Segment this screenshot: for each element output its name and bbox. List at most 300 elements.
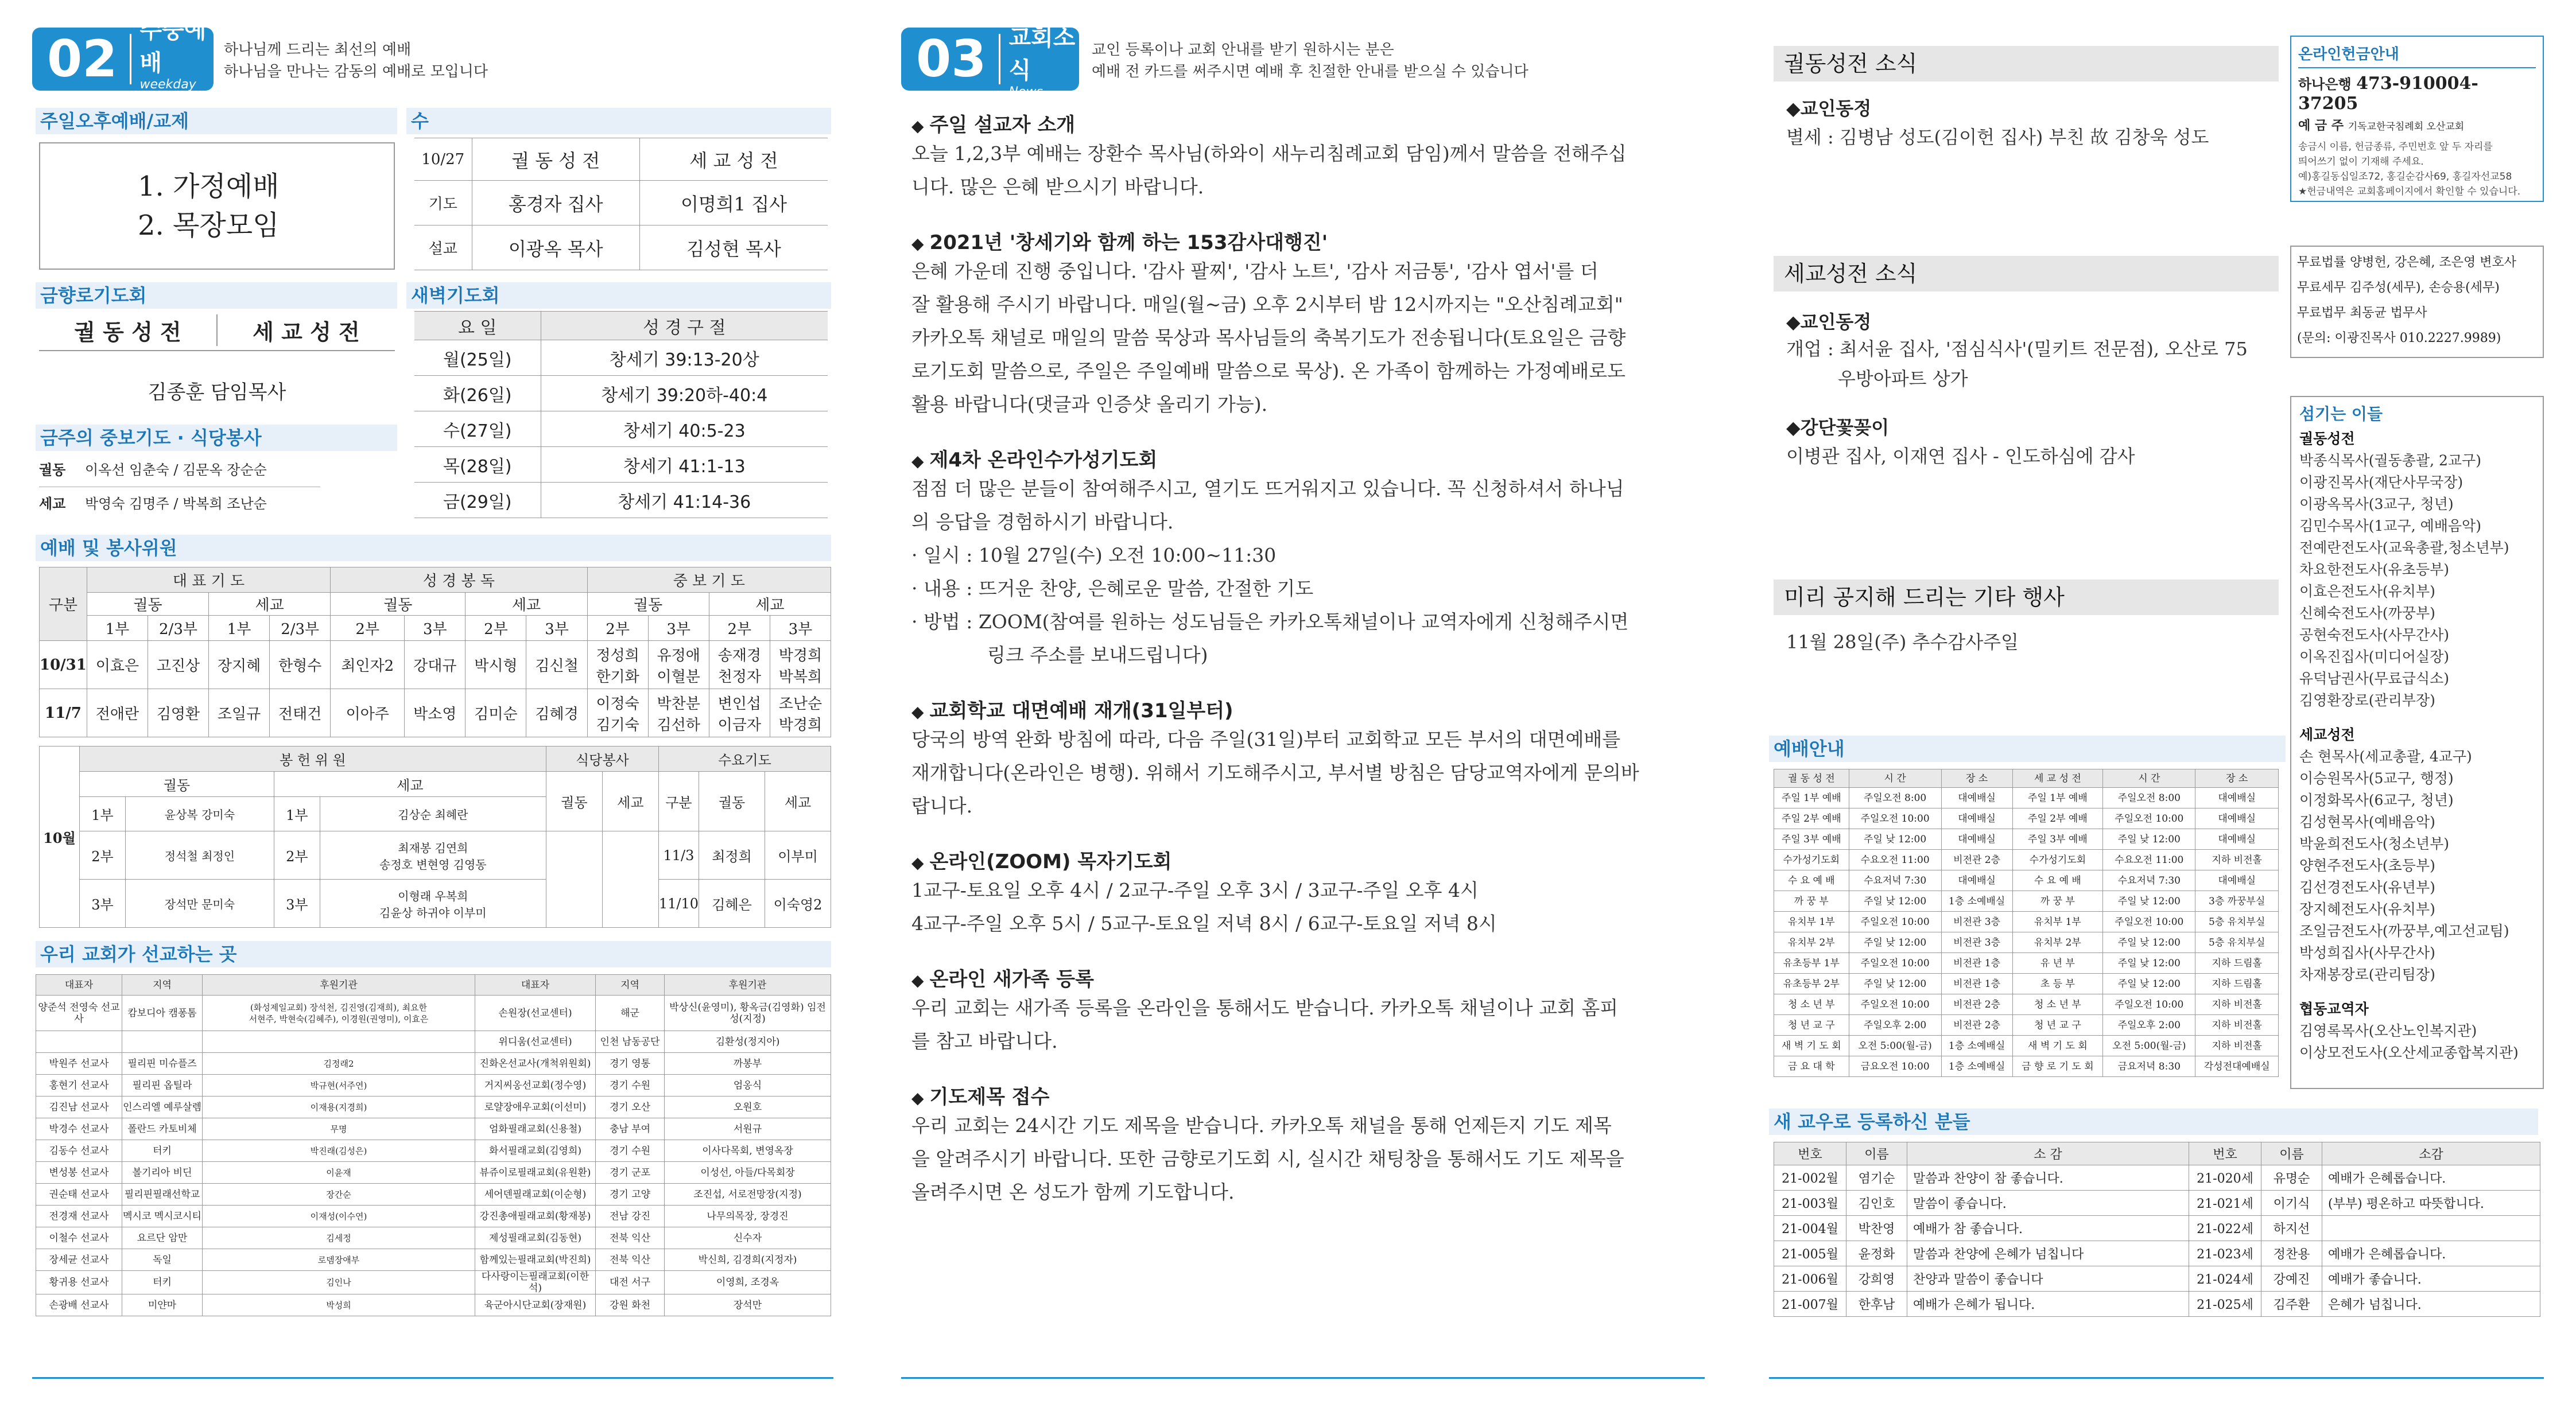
news-line: 올려주시면 온 성도가 함께 기도합니다.	[911, 1181, 1235, 1203]
table-cell: 대예배실	[1941, 808, 2012, 829]
newcomers-table: 번호 이름 소 감 번호 이름 소감 21-002월 염기순 말씀과 찬양이 참 좋습니다. 21-020세 유명순 예배가 은혜롭습니다. 21-003월 김인호 말씀이 좋습니다. 21-021세 이기식 (부부) 평온하고 따뜻합니다. 21-004월 박찬영 예배가 참 좋습니다. 21-022세 하지선 21-005월 윤정화 말씀과 찬양에 은혜가 넘칩니다 21-023세 정찬용 예배가 은혜롭습니다. 21-006월 강희영 찬양과 말씀이 좋습니다 21-024세 강예진 예배가 좋습니다. 21-007월 한후남 예배가 은혜가 됩니다. 21-025세 김주환 은혜가 넘칩니다.	[1774, 1142, 2540, 1317]
table-cell: 수요오전 11:00	[2103, 850, 2195, 870]
server-name: 이승원목사(5교구, 행정)	[2299, 770, 2454, 787]
table-cell: 경기 고양	[596, 1184, 665, 1206]
table-row	[1774, 1216, 2540, 1241]
table-cell: 찬양과 말씀이 좋습니다	[1907, 1266, 2189, 1292]
server-name: 양현주전도사(초등부)	[2299, 857, 2435, 874]
table-cell: 유초등부 2부	[1774, 974, 1849, 994]
table-cell: 21-005월	[1774, 1241, 1846, 1266]
table-cell: 지하 비전홀	[2195, 1015, 2279, 1036]
table-cell: 조진섭, 서로전망장(지정)	[665, 1184, 831, 1206]
table-cell: 대예배실	[1941, 870, 2012, 891]
table-cell: 멕시코 멕시코시티	[122, 1206, 203, 1227]
table-cell: 나무의목장, 장경진	[665, 1206, 831, 1227]
server-name: 유덕남권사(무료급식소)	[2299, 670, 2450, 687]
table-cell: 주일 낮 12:00	[2103, 974, 2195, 994]
missions-header: 우리 교회가 선교하는 곳	[36, 941, 831, 967]
server-name: 김영환장로(관리부장)	[2299, 692, 2435, 709]
table-cell: 5층 유치부실	[2195, 912, 2279, 932]
table-cell: 주일 낮 12:00	[2103, 829, 2195, 850]
table-cell: 다사랑이는필래교회(이한석)	[475, 1271, 596, 1294]
table-row	[1774, 829, 2279, 850]
table-cell: 이철수 선교사	[36, 1227, 122, 1249]
table-cell: 염기순	[1846, 1165, 1907, 1191]
server-name: 차재봉장로(관리팀장)	[2299, 966, 2435, 983]
table-cell: 주일오전 10:00	[2103, 912, 2195, 932]
table-cell: 금요저녁 8:30	[2103, 1056, 2195, 1077]
events-header: 미리 공지해 드리는 기타 행사	[1774, 580, 2279, 615]
table-cell: 수 요 예 배	[2012, 870, 2103, 891]
table-row	[1774, 1241, 2540, 1266]
table-cell: 무명	[203, 1118, 475, 1140]
news-title: ◆ 온라인(ZOOM) 목자기도회	[911, 850, 1172, 873]
table-row	[36, 1140, 831, 1162]
table-cell: 경기 수원	[596, 1140, 665, 1162]
table-row	[1774, 1165, 2540, 1191]
table-row	[36, 1031, 831, 1053]
table-cell: 주일 3부 예배	[2012, 829, 2103, 850]
sunday-pm-header: 주일오후예배/교제	[36, 108, 397, 134]
table-cell: 박신희, 김경희(지정자)	[665, 1249, 831, 1271]
table-cell: 비전관 2층	[1941, 850, 2012, 870]
worship-guide-table: 궐 동 성 전 시 간 장 소 세 교 성 전 시 간 장 소 주일 1부 예배 주일오전 8:00 대예배실 주일 1부 예배 주일오전 8:00 대예배실 주일 2부 예배 주일오전 10:00 대예배실 주일 2부 예배 주일오전 10:00 대예배실 주일 3부 예배 주일 낮 12:00 대예배실 주일 3부 예배 주일 낮 12:00 대예배실 수가성기도회 수요오전 11:00 비전관 2층 수가성기도회 수요오전 11:00 지하 비전홀 수 요 예 배 수요저녁 7:30 대예배실 수 요 예 배 수요저녁 7:30 대예배실 까 꿍 부 주일 낮 12:00 1층 소예배실 까 꿍 부 주일 낮 12:00 3층 까꿍부실 유치부 1부 주일오전 10:00 비전관 3층 유치부 1부 주일오전 10:00 5층 유치부실 유치부 2부 주일 낮 12:00 비전관 3층 유치부 2부 주일 낮 12:00 5층 유치부실 유초등부 1부 주일오전 10:00 비전관 1층 유 년 부 주일 낮 12:00 지하 드림홀 유초등부 2부 주일 낮 12:00 비전관 1층 초 등 부 주일 낮 12:00 지하 드림홀 청 소 년 부 주일오전 10:00 비전관 2층 청 소 년 부 주일오전 10:00 지하 비전홀 청 년 교 구 주일오후 2:00 비전관 2층 청 년 교 구 주일오후 2:00 지하 비전홀 새 벽 기 도 회 오전 5:00(월-금) 1층 소예배실 새 벽 기 도 회 오전 5:00(월-금) 지하 비전홀 금 요 대 학 금요오전 10:00 1층 소예배실 금 향 로 기 도 회 금요저녁 8:30 각성전대예배실	[1774, 769, 2279, 1077]
table-cell: 말씀과 찬양이 참 좋습니다.	[1907, 1165, 2189, 1191]
table-cell: 권순태 선교사	[36, 1184, 122, 1206]
table-cell: 청 소 년 부	[1774, 994, 1849, 1015]
table-cell: 21-007월	[1774, 1292, 1846, 1317]
table-cell: 5층 유치부실	[2195, 932, 2279, 953]
wednesday-header: 수	[406, 108, 831, 134]
table-row	[36, 1206, 831, 1227]
bottom-rule-middle	[901, 1377, 1705, 1379]
server-name: 손 현목사(세교총괄, 4교구)	[2299, 748, 2472, 765]
missions-body	[36, 996, 831, 1316]
table-cell: 로얄장애우교회(이선미)	[475, 1097, 596, 1118]
server-name: 조일금전도사(까꿍부,예고선교팀)	[2299, 923, 2509, 939]
table-cell: (부부) 평온하고 따뜻합니다.	[2322, 1191, 2540, 1216]
table-cell: 예배가 참 좋습니다.	[1907, 1216, 2189, 1241]
table-row	[1774, 870, 2279, 891]
server-group-title: 궐동성전	[2299, 430, 2355, 447]
news-line: 랍니다.	[911, 795, 973, 817]
table-cell: 대예배실	[2195, 808, 2279, 829]
table-cell: 인스리엘 예루살렘	[122, 1097, 203, 1118]
servants-header: 예배 및 봉사위원	[36, 535, 831, 561]
table-cell: 예배가 은혜가 됩니다.	[1907, 1292, 2189, 1317]
table-cell: 충남 부여	[596, 1118, 665, 1140]
table-cell: 이성선, 아들/다목회장	[665, 1162, 831, 1184]
newcomers-header: 새 교우로 등록하신 분들	[1769, 1109, 2538, 1135]
table-cell: 주일오전 10:00	[2103, 808, 2195, 829]
table-cell: 독일	[122, 1249, 203, 1271]
table-cell: 유명순	[2261, 1165, 2322, 1191]
table-cell: 박성희	[203, 1294, 475, 1316]
table-cell: 미얀마	[122, 1294, 203, 1316]
news-title: ◆ 2021년 '창세기와 함께 하는 153감사대행진'	[911, 231, 1328, 254]
table-cell: 오전 5:00(월-금)	[2103, 1036, 2195, 1056]
table-cell: 정찬용	[2261, 1241, 2322, 1266]
table-cell: 21-004월	[1774, 1216, 1846, 1241]
table-cell: 각성전대예배실	[2195, 1056, 2279, 1077]
table-cell: 주일 1부 예배	[1774, 788, 1849, 808]
news-line: 링크 주소를 보내드립니다)	[911, 644, 1208, 666]
table-cell: 장세균 선교사	[36, 1249, 122, 1271]
table-cell: 육군아시단교회(장재원)	[475, 1294, 596, 1316]
table-cell: 필리핀 옵틸라	[122, 1075, 203, 1097]
table-cell: 이기식	[2261, 1191, 2322, 1216]
prayer-meal-box: 궐동 이옥선 임춘숙 / 김문옥 장순순 세교 박영숙 김명주 / 박복희 조난순	[39, 453, 320, 520]
section-title-en: weekday worship	[139, 77, 196, 106]
diamond-icon: ◆	[911, 971, 924, 990]
table-cell: 금요오전 10:00	[1849, 1056, 1941, 1077]
table-cell: 한후남	[1846, 1292, 1907, 1317]
table-row	[1774, 1292, 2540, 1317]
server-name: 신혜숙전도사(까꿍부)	[2299, 605, 2435, 621]
table-cell: 엄옹식	[665, 1075, 831, 1097]
bottom-rule-right	[1769, 1377, 2544, 1379]
table-cell: 21-023세	[2189, 1241, 2261, 1266]
gw-news-header: 궐동성전 소식	[1774, 46, 2279, 81]
table-cell: 해군	[596, 996, 665, 1031]
table-cell: 위디움(선교센터)	[475, 1031, 596, 1053]
server-name: 전예란전도사(교육총괄,청소년부)	[2299, 539, 2509, 556]
diamond-icon: ◆	[911, 853, 924, 872]
news-item	[911, 227, 1715, 421]
table-cell: 김정래2	[203, 1053, 475, 1075]
table-row	[1774, 1191, 2540, 1216]
news-line: 활용 바랍니다(댓글과 인증샷 올리기 가능).	[911, 393, 1268, 415]
server-name: 공현숙전도사(사무간사)	[2299, 627, 2450, 643]
table-row	[1774, 1015, 2279, 1036]
gw-news-body: ◆교인동정 별세 : 김병남 성도(김이헌 집사) 부친 故 김창욱 성도	[1786, 98, 2209, 148]
table-cell: 강예진	[2261, 1266, 2322, 1292]
table-cell: 강희영	[1846, 1266, 1907, 1292]
table-cell: 주일오전 8:00	[2103, 788, 2195, 808]
table-cell: 금 향 로 기 도 회	[2012, 1056, 2103, 1077]
news-title: ◆ 주일 설교자 소개	[911, 114, 1076, 137]
table-cell: 21-022세	[2189, 1216, 2261, 1241]
server-name: 김영록목사(오산노인복지관)	[2299, 1022, 2477, 1039]
section-03-badge	[901, 24, 1079, 99]
server-name: 차요한전도사(유초등부)	[2299, 561, 2450, 578]
news-line: 를 참고 바랍니다.	[911, 1030, 1058, 1052]
table-row	[36, 1249, 831, 1271]
table-cell: 말씀이 좋습니다.	[1907, 1191, 2189, 1216]
diamond-icon: ◆	[911, 234, 924, 253]
table-cell: 강원 화천	[596, 1294, 665, 1316]
friday-box: 궐 동 성 전 세 교 성 전 김종훈 담임목사	[39, 310, 395, 419]
table-cell: 유치부 2부	[2012, 932, 2103, 953]
table-cell: 청 년 교 구	[2012, 1015, 2103, 1036]
table-cell: 주일오전 10:00	[1849, 912, 1941, 932]
table-cell: 윤정화	[1846, 1241, 1907, 1266]
table-cell: 황귀용 선교사	[36, 1271, 122, 1294]
section-02-badge	[32, 17, 214, 106]
table-cell: 21-024세	[2189, 1266, 2261, 1292]
table-cell: 진화온선교사(개척위원회)	[475, 1053, 596, 1075]
missions-table: 대표자 지역 후원기관 대표자 지역 후원기관 양준석 전영숙 선교사 캄보디아 캠퐁톰 (화성제일교회) 장석천, 김진영(김재희), 최요한 서현주, 박현숙(김혜주), 이경원(권영미), 이효은 손원장(선교센터) 해군 박상신(윤영미), 황옥금(김영화) 임전성(지정) 위디움(선교센터) 인천 남동공단 김환성(정지아) 박원주 선교사 필리핀 미슈플즈 김정래2 진화온선교사(개척위원회) 경기 영통 까봉부 홍현기 선교사 필리핀 옵틸라 박규현(서주연) 거지씨옹선교회(정수영) 경기 수원 엄옹식 김진남 선교사 인스리엘 예루살렘 이재용(지경희) 로얄장애우교회(이선미) 경기 오산 오원호 박경수 선교사 폴란드 카토비체 무명 엄화필래교회(신용철) 충남 부여 서원규 김동수 선교사 터키 박진래(김성은) 화서필래교회(김영희) 경기 수원 이사다목회, 변영옥장 변성봉 선교사 볼기리아 비딘 이윤재 뷰쥬이로필래교회(유원환) 경기 군포 이성선, 아들/다목회장 권순태 선교사 필리핀필래선학교 장간순 세어덴필래교회(이순형) 경기 고양 조진섭, 서로전망장(지정) 전경재 선교사 멕시코 멕시코시티 이재성(이수연) 강진총애필래교회(황재봉) 전남 강진 나무의목장, 장경진 이철수 선교사 요르단 암만 김세정 제성필래교회(김동현) 전북 익산 신수자 장세균 선교사 독일 로뎀장애부 함께있는필래교회(박진희) 전북 익산 박신희, 김경희(지정자) 황귀용 선교사 터키 김인나 다사랑이는필래교회(이한석) 대전 서구 이영희, 조경옥 손광배 선교사 미얀마 박성희 육군아시단교회(장재원) 강원 화천 장석만	[36, 974, 831, 1316]
news-item	[911, 963, 1715, 1058]
table-row	[1774, 974, 2279, 994]
section-title-en: News	[1008, 84, 1043, 99]
table-cell: 뷰쥬이로필래교회(유원환)	[475, 1162, 596, 1184]
online-offering-box: 온라인헌금안내 하나은행 473-910004-37205 예 금 주 기독교한국침례회 오산교회 송금시 이름, 헌금종류, 주민번호 앞 두 자리를 띄어쓰기 없이 기재해 주세요. 예)홍길동십일조72, 홍길순감사69, 홍길자선교58 ★헌금내역은 교회홈페이지에서 확인할 수 있습니다.	[2290, 36, 2544, 202]
news-line: 을 알려주시기 바랍니다. 또한 금향로기도회 시, 실시간 채팅창을 통해서도 기도 제목을	[911, 1148, 1624, 1170]
table-cell: 주일오전 10:00	[1849, 808, 1941, 829]
table-cell: 경기 오산	[596, 1097, 665, 1118]
table-cell: 지하 드림홀	[2195, 953, 2279, 974]
table-cell: 주일 2부 예배	[2012, 808, 2103, 829]
servants-table: 구분 대 표 기 도 성 경 봉 독 중 보 기 도 궐동 세교 궐동 세교 궐동 세교 1부 2/3부 1부 2/3부 2부 3부 2부 3부 2부 3부 2부 3부 10/31 이효은 고진상 장지혜 한형수 최인자2 강대규 박시형 김신철 정성희 한기화 유정애 이혈분 송재경 천정자 박경희 박복희 11/7 전애란 김영환 조일규 전태건 이아주 박소영 김미순 김혜경 이정숙 김기숙 박찬분 김선하 변인섭 이금자 조난순 박경희	[39, 567, 831, 737]
table-cell: 수 요 예 배	[1774, 870, 1849, 891]
table-cell: 박규현(서주연)	[203, 1075, 475, 1097]
news-line: 당국의 방역 완화 방침에 따라, 다음 주일(31일)부터 교회학교 모든 부서의 대면예배를	[911, 728, 1621, 751]
table-cell: 예배가 은혜롭습니다.	[2322, 1165, 2540, 1191]
table-row	[1774, 1056, 2279, 1077]
server-name: 김성현목사(예배음악)	[2299, 814, 2435, 830]
sg-news-header: 세교성전 소식	[1774, 256, 2279, 291]
table-cell: 주일 낮 12:00	[1849, 891, 1941, 912]
table-cell: 지하 비전홀	[2195, 1036, 2279, 1056]
table-cell: 유초등부 1부	[1774, 953, 1849, 974]
table-row	[1774, 953, 2279, 974]
table-cell: 이영희, 조경옥	[665, 1271, 831, 1294]
news-list	[911, 101, 1715, 1232]
table-cell: 주일 1부 예배	[2012, 788, 2103, 808]
server-name: 박종식목사(궐동총괄, 2교구)	[2299, 452, 2481, 469]
table-cell: 오전 5:00(월-금)	[1849, 1036, 1941, 1056]
server-name: 이정화목사(6교구, 청년)	[2299, 792, 2454, 808]
table-row	[36, 996, 831, 1031]
table-cell: 1층 소예배실	[1941, 1056, 2012, 1077]
table-cell: 까 꿍 부	[2012, 891, 2103, 912]
table-cell: 하지선	[2261, 1216, 2322, 1241]
news-item	[911, 695, 1715, 823]
table-cell	[2322, 1216, 2540, 1241]
table-cell: 로뎀장애부	[203, 1249, 475, 1271]
dawn-table: 요 일 성 경 구 절 월(25일) 창세기 39:13-20상 화(26일) 창세기 39:20하-40:4 수(27일) 창세기 40:5-23 목(28일) 창세기 41:1-13 금(29일) 창세기 41:14-36	[414, 311, 828, 518]
table-cell: 김진남 선교사	[36, 1097, 122, 1118]
table-cell: 변성봉 선교사	[36, 1162, 122, 1184]
table-cell: 까봉부	[665, 1053, 831, 1075]
table-row	[36, 1075, 831, 1097]
table-cell: 대예배실	[2195, 829, 2279, 850]
news-line: · 내용 : 뜨거운 찬양, 은혜로운 말씀, 간절한 기도	[911, 577, 1314, 600]
table-cell: 주일 낮 12:00	[1849, 932, 1941, 953]
table-cell: 볼기리아 비딘	[122, 1162, 203, 1184]
table-cell: 필리핀필래선학교	[122, 1184, 203, 1206]
table-cell: 양준석 전영숙 선교사	[36, 996, 122, 1031]
table-row	[36, 1184, 831, 1206]
table-cell: 수요저녁 7:30	[1849, 870, 1941, 891]
table-cell: 인천 남동공단	[596, 1031, 665, 1053]
table-row	[1774, 994, 2279, 1015]
table-cell: 새 벽 기 도 회	[1774, 1036, 1849, 1056]
table-cell: 까 꿍 부	[1774, 891, 1849, 912]
table-cell: 장간순	[203, 1184, 475, 1206]
news-item	[911, 444, 1715, 672]
table-cell: 주일오전 10:00	[1849, 953, 1941, 974]
news-line: · 방법 : ZOOM(참여를 원하는 성도님들은 카카오톡채널이나 교역자에게 신청해주시면	[911, 611, 1629, 633]
table-cell: 장석만	[665, 1294, 831, 1316]
table-cell: 비전관 2층	[1941, 994, 2012, 1015]
table-cell: 박경수 선교사	[36, 1118, 122, 1140]
table-cell: 홍현기 선교사	[36, 1075, 122, 1097]
section-title: 주중예배	[139, 17, 207, 76]
table-cell: 서원규	[665, 1118, 831, 1140]
table-cell: 수가성기도회	[2012, 850, 2103, 870]
table-cell: 함께있는필래교회(박진희)	[475, 1249, 596, 1271]
table-row	[36, 1227, 831, 1249]
bottom-rule-left	[32, 1377, 833, 1379]
offering-table: 10월 봉 헌 위 원 식당봉사 수요기도 궐동 세교 궐동 세교 구분 궐동 세교 1부 윤상복 강미숙 1부 김상순 최혜란 2부 정석철 최정인 2부 최재봉 김연희 송정호 변현영 김영동 11/3 최정희 이부미 3부 장석만 문미숙 3부 이형래 우복희 김윤상 하귀야 이부미 11/10 김혜은 이숙영2	[39, 746, 831, 928]
diamond-icon: ◆	[911, 452, 924, 471]
table-cell: 전북 익산	[596, 1249, 665, 1271]
table-cell: 3층 까꿍부실	[2195, 891, 2279, 912]
table-cell: 비전관 3층	[1941, 912, 2012, 932]
table-cell: 필리핀 미슈플즈	[122, 1053, 203, 1075]
table-cell: 박상신(윤영미), 황옥금(김영화) 임전성(지정)	[665, 996, 831, 1031]
news-line: · 일시 : 10월 27일(수) 오전 10:00~11:30	[911, 544, 1277, 566]
table-cell: 청 년 교 구	[1774, 1015, 1849, 1036]
server-name: 이광옥목사(3교구, 청년)	[2299, 496, 2454, 512]
table-cell: 수요오전 11:00	[1849, 850, 1941, 870]
news-line: 니다. 많은 은혜 받으시기 바랍니다.	[911, 176, 1204, 198]
table-cell: 지하 비전홀	[2195, 994, 2279, 1015]
table-cell: 김동수 선교사	[36, 1140, 122, 1162]
table-cell: 주일 낮 12:00	[1849, 974, 1941, 994]
table-cell: 비전관 1층	[1941, 974, 2012, 994]
table-cell: 김인나	[203, 1271, 475, 1294]
table-cell: 전남 강진	[596, 1206, 665, 1227]
news-line: 오늘 1,2,3부 예배는 장환수 목사님(하와이 새누리침례교회 담임)께서 말씀을 전해주십	[911, 142, 1627, 165]
server-name: 박성희집사(사무간사)	[2299, 944, 2435, 961]
table-row	[1774, 850, 2279, 870]
server-name: 이상모전도사(오산세교종합복지관)	[2299, 1044, 2519, 1061]
server-name: 이광진목사(재단사무국장)	[2299, 474, 2464, 491]
table-cell: 경기 군포	[596, 1162, 665, 1184]
table-cell: 세어덴필래교회(이순형)	[475, 1184, 596, 1206]
table-cell: 금 요 대 학	[1774, 1056, 1849, 1077]
table-cell: 오원호	[665, 1097, 831, 1118]
news-line: 잘 활용해 주시기 바랍니다. 매일(월~금) 오후 2시부터 밤 12시까지는 "오산침례교회"	[911, 293, 1623, 316]
table-cell: 주일 2부 예배	[1774, 808, 1849, 829]
news-line: 4교구-주일 오후 5시 / 5교구-토요일 저녁 8시 / 6교구-토요일 저녁 8시	[911, 912, 1497, 935]
table-cell: 비전관 2층	[1941, 1015, 2012, 1036]
table-cell: 대전 서구	[596, 1271, 665, 1294]
news-title: ◆ 온라인 새가족 등록	[911, 968, 1094, 991]
table-cell: 터키	[122, 1271, 203, 1294]
table-cell: 김환성(정지아)	[665, 1031, 831, 1053]
server-name: 박윤희전도사(청소년부)	[2299, 835, 2450, 852]
table-cell: 수요저녁 7:30	[2103, 870, 2195, 891]
table-cell: 지하 비전홀	[2195, 850, 2279, 870]
table-cell: 박진래(김성은)	[203, 1140, 475, 1162]
news-line: 재개합니다(온라인은 병행). 위해서 기도해주시고, 부서별 방침은 담당교역자에게 문의바	[911, 761, 1639, 784]
section-number: 03	[901, 34, 1000, 84]
news-line: 1교구-토요일 오후 4시 / 2교구-주일 오후 3시 / 3교구-주일 오후 4시	[911, 879, 1479, 901]
server-name: 이효은전도사(유치부)	[2299, 583, 2435, 600]
events-body: 11월 28일(주) 추수감사주일	[1786, 631, 2019, 653]
servers-box: 섬기는 이들 궐동성전 박종식목사(궐동총괄, 2교구) 이광진목사(재단사무국장) 이광옥목사(3교구, 청년) 김민수목사(1교구, 예배음악) 전예란전도사(교육총괄,청소년부) 차요한전도사(유초등부) 이효은전도사(유치부) 신혜숙전도사(까꿍부) 공현숙전도사(사무간사) 이옥진집사(미디어실장) 유덕남권사(무료급식소) 김영환장로(관리부장) 세교성전 손 현목사(세교총괄, 4교구) 이승원목사(5교구, 행정) 이정화목사(6교구, 청년) 김성현목사(예배음악) 박윤희전도사(청소년부) 양현주전도사(초등부) 김선경전도사(유년부) 장지혜전도사(유치부) 조일금전도사(까꿍부,예고선교팀) 박성희집사(사무간사) 차재봉장로(관리팀장) 협동교역자 김영록목사(오산노인복지관) 이상모전도사(오산세교종합복지관)	[2290, 396, 2544, 1089]
table-cell: 21-025세	[2189, 1292, 2261, 1317]
table-cell: 유치부 1부	[2012, 912, 2103, 932]
table-cell: 새 벽 기 도 회	[2012, 1036, 2103, 1056]
table-cell: 손광배 선교사	[36, 1294, 122, 1316]
table-cell: 주일오전 10:00	[1849, 994, 1941, 1015]
table-cell: 전북 익산	[596, 1227, 665, 1249]
server-name: 장지혜전도사(유치부)	[2299, 901, 2435, 917]
table-row	[1774, 912, 2279, 932]
table-cell: 대예배실	[1941, 788, 2012, 808]
table-cell: 캄보디아 캠퐁톰	[122, 996, 203, 1031]
table-row	[36, 1118, 831, 1140]
sg-news-body: ◆교인동정 개업 : 최서윤 집사, '점심식사'(밀키트 전문점), 오산로 75 우방아파트 상가 ◆강단꽃꽂이 이병관 집사, 이재연 집사 - 인도하심에 감사	[1786, 311, 2248, 467]
table-cell: 신수자	[665, 1227, 831, 1249]
table-row	[1774, 1266, 2540, 1292]
table-cell: 21-002월	[1774, 1165, 1846, 1191]
table-cell: 요르단 암만	[122, 1227, 203, 1249]
server-group-title: 협동교역자	[2299, 1001, 2369, 1017]
table-cell: 주일오후 2:00	[2103, 1015, 2195, 1036]
table-cell: 주일 낮 12:00	[1849, 829, 1941, 850]
news-title: ◆ 교회학교 대면예배 재개(31일부터)	[911, 699, 1233, 722]
table-cell: 이윤재	[203, 1162, 475, 1184]
table-row	[36, 1162, 831, 1184]
server-name: 김선경전도사(유년부)	[2299, 879, 2435, 896]
diamond-icon: ◆	[911, 116, 924, 135]
table-cell: 폴란드 카토비체	[122, 1118, 203, 1140]
table-cell: 주일오전 10:00	[2103, 994, 2195, 1015]
table-cell: 엄화필래교회(신용철)	[475, 1118, 596, 1140]
table-cell: 주일 낮 12:00	[2103, 953, 2195, 974]
table-cell: 제성필래교회(김동현)	[475, 1227, 596, 1249]
table-cell: 예배가 좋습니다.	[2322, 1266, 2540, 1292]
table-row	[1774, 808, 2279, 829]
prayer-meal-header: 금주의 중보기도 · 식당봉사	[36, 425, 397, 451]
table-cell: 초 등 부	[2012, 974, 2103, 994]
table-cell: 대예배실	[2195, 788, 2279, 808]
table-cell: 대예배실	[2195, 870, 2279, 891]
table-cell: 수가성기도회	[1774, 850, 1849, 870]
section-title: 교회소식	[1008, 24, 1076, 84]
news-item	[911, 1081, 1715, 1209]
news-line: 의 응답을 경험하시기 바랍니다.	[911, 511, 1174, 533]
table-cell: 은혜가 넘칩니다.	[2322, 1292, 2540, 1317]
table-cell: 경기 수원	[596, 1075, 665, 1097]
table-cell: 21-020세	[2189, 1165, 2261, 1191]
table-row	[36, 1271, 831, 1294]
legal-box: 무료법률 양병헌, 강은혜, 조은영 변호사 무료세무 김주성(세무), 손승용(세무) 무료법무 최동균 법무사 (문의: 이광진목사 010.2227.9989)	[2290, 246, 2544, 358]
table-cell	[203, 1031, 475, 1053]
news-item	[911, 846, 1715, 940]
table-cell	[36, 1031, 122, 1053]
news-title: ◆ 제4차 온라인수가성기도회	[911, 449, 1158, 472]
table-cell: 김인호	[1846, 1191, 1907, 1216]
diamond-icon: ◆	[911, 1088, 924, 1107]
table-cell: 대예배실	[1941, 829, 2012, 850]
table-cell: 김세정	[203, 1227, 475, 1249]
news-title: ◆ 기도제목 접수	[911, 1086, 1050, 1109]
section-intro: 하나님께 드리는 최선의 예배 하나님을 만나는 감동의 예배로 모입니다	[224, 41, 488, 80]
news-line: 은혜 가운데 진행 중입니다. '감사 팔찌', '감사 노트', '감사 저금통', '감사 엽서'를 더	[911, 260, 1599, 282]
table-cell: 비전관 3층	[1941, 932, 2012, 953]
table-cell: 21-021세	[2189, 1191, 2261, 1216]
server-name: 이옥진집사(미디어실장)	[2299, 648, 2450, 665]
table-cell: 21-003월	[1774, 1191, 1846, 1216]
table-row	[1774, 1036, 2279, 1056]
